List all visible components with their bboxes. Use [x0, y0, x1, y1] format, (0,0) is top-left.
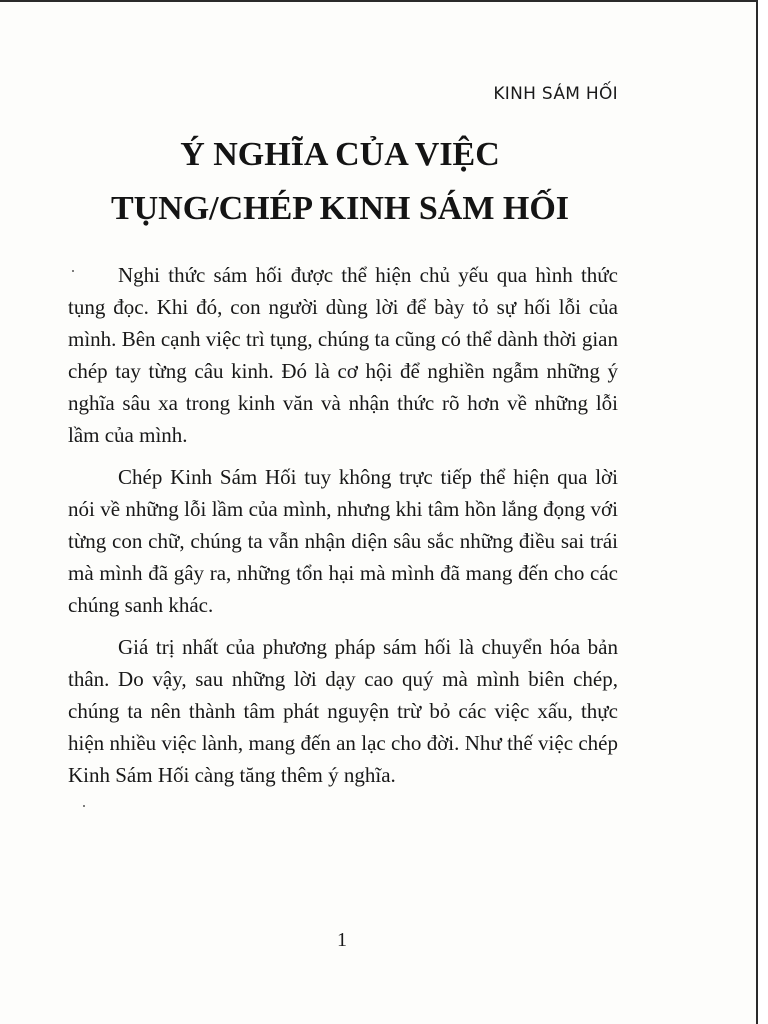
title-line-2: TỤNG/CHÉP KINH SÁM HỐI [110, 190, 570, 227]
page-number: 1 [337, 929, 347, 951]
scan-speck [83, 805, 85, 807]
paragraph-3: Giá trị nhất của phương pháp sám hối là chuyển hóa bản thân. Do vậy, sau những lời dạy cao quý mà mình biên chép, chúng ta nên thành tâm phát nguyện trừ bỏ các việc xấu, thực hiện nhiều việc lành, mang đến an lạc cho đời. Như thế việc chép Kinh Sám Hối càng tăng thêm ý nghĩa. [68, 635, 618, 787]
paragraph-2: Chép Kinh Sám Hối tuy không trực tiếp thể hiện qua lời nói về những lỗi lầm của mình, nhưng khi tâm hồn lắng đọng với từng con chữ, chúng ta vẫn nhận diện sâu sắc những điều sai trái mà mình đã gây ra, những tổn hại mà mình đã mang đến cho các chúng sanh khác. [68, 465, 618, 617]
running-header: KINH SÁM HỐI [493, 84, 618, 104]
scan-edge-top [0, 0, 768, 2]
page-title [40, 128, 640, 236]
scan-margin [758, 0, 768, 1024]
paragraph-1: Nghi thức sám hối được thể hiện chủ yếu qua hình thức tụng đọc. Khi đó, con người dùng lời để bày tỏ sự hối lỗi của mình. Bên cạnh việc trì tụng, chúng ta cũng có thể dành thời gian chép tay từng câu kinh. Đó là cơ hội để nghiền ngẫm những ý nghĩa sâu xa trong kinh văn và nhận thức rõ hơn về những lỗi lầm của mình. [68, 263, 618, 447]
title-line-1: Ý NGHĨA CỦA VIỆC [180, 136, 500, 173]
scan-speck [72, 270, 74, 272]
body-text [68, 259, 618, 801]
